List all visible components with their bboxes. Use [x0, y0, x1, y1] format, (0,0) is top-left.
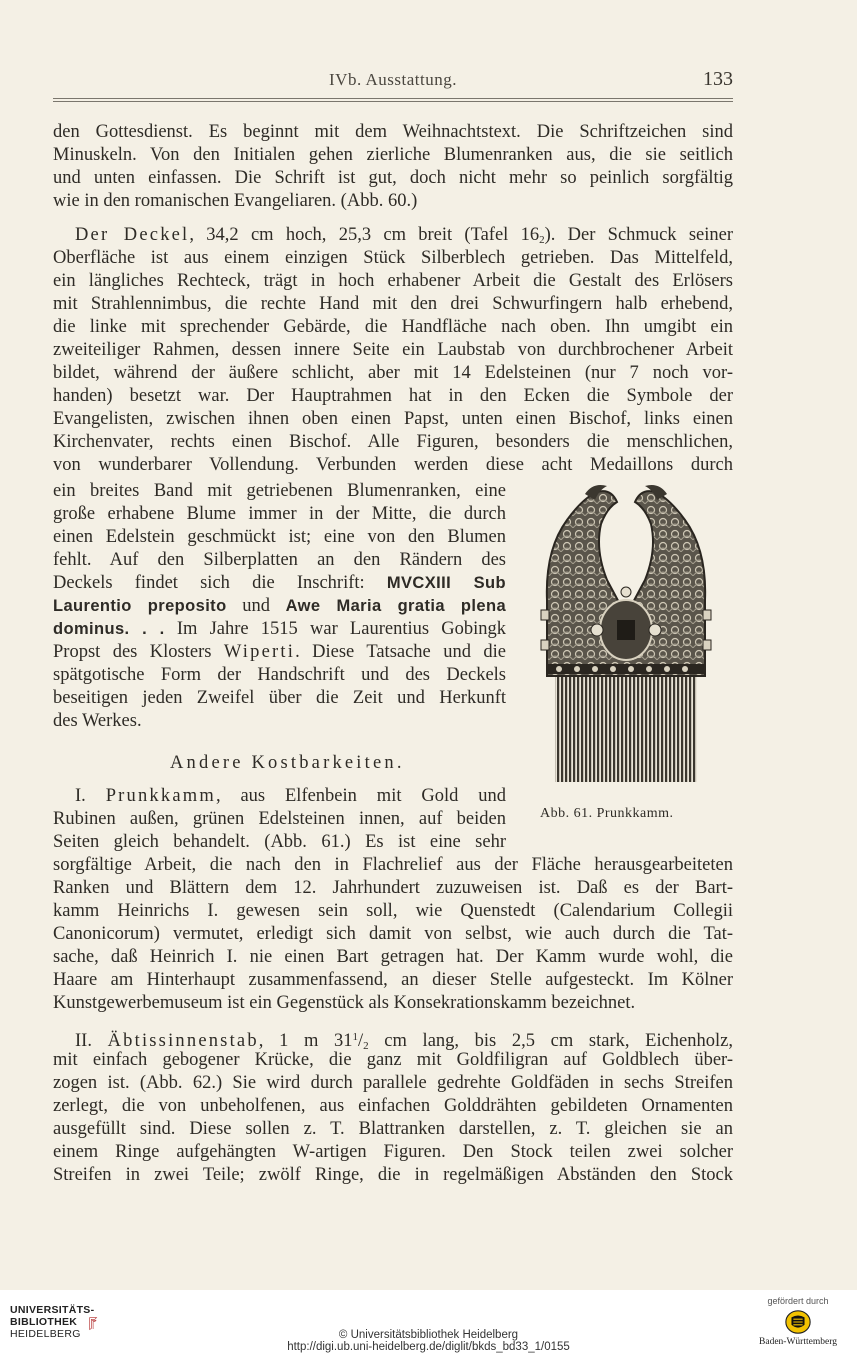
text-span: ). Der Schmuck seiner — [544, 225, 733, 245]
text-line: und unten einfassen. Die Schrift ist gut, doch nicht mehr so peinlich sorgfältig — [53, 168, 733, 188]
text-line: handen) besetzt war. Der Hauptrahmen hat in den Ecken die Symbole der — [53, 386, 733, 406]
text-line: bildet, während der äußere schlicht, aber mit 14 Edelsteinen (nur 7 noch vor- — [53, 363, 733, 383]
text-line — [53, 641, 506, 663]
subscript: 2 — [363, 1040, 369, 1052]
inscription-text: dominus. . . — [53, 620, 165, 638]
inscription-line — [53, 618, 506, 640]
copyright-notice: © Universitätsbibliothek Heidelberg — [338, 1329, 519, 1341]
text-line: zweiteiliger Rahmen, dessen innere Seite ein Laubstab von durchbrochener Arbeit — [53, 340, 733, 360]
text-line: kamm Heinrichs I. gewesen sein soll, wie Quenstedt (Calendarium Collegii — [53, 901, 733, 921]
permalink-url[interactable]: http://digi.ub.uni-heidelberg.de/diglit/bkds_bd33_1/0155 — [287, 1341, 570, 1353]
list-number: I. — [75, 786, 106, 806]
footer-bar — [0, 1290, 857, 1354]
text-span: cm lang, bis 2,5 cm stark, Eichenholz, — [368, 1031, 733, 1051]
text-line: Kunstgewerbemuseum ist ein Gegenstück als Konsekrationskamm bezeichnet. — [53, 993, 636, 1013]
subscript: 2 — [539, 234, 545, 246]
inscription-line — [53, 572, 506, 594]
text-line: fehlt. Auf den Silberplatten an den Rändern des — [53, 550, 506, 570]
text-line: zerlegt, die von unbeholfenen, aus einfachen Golddrähten gebildeten Ornamenten — [53, 1096, 733, 1116]
text-line: die linke mit sprechender Gebärde, die Handfläche nach oben. Ihn umgibt ein — [53, 317, 733, 337]
text-line: Seiten gleich behandelt. (Abb. 61.) Es ist eine sehr — [53, 832, 506, 852]
text-span: Im Jahre 1515 war Laurentius Gobingk — [164, 619, 506, 639]
text-line: sache, daß Heinrich I. nie einen Bart getragen hat. Der Kamm wurde wohl, die — [53, 947, 733, 967]
library-name-line: HEIDELBERG — [10, 1328, 81, 1340]
text-line: Haare am Hinterhaupt zusammenfassend, an dieser Stelle aufgesteckt. Im Kölner — [53, 970, 733, 990]
library-name-line: UNIVERSITÄTS- — [10, 1304, 95, 1316]
text-span: Propst des Klosters — [53, 642, 224, 662]
funding-label: gefördert durch — [767, 1296, 829, 1306]
inscription-text: MVCXIII Sub — [386, 574, 507, 592]
emphasized-term: Wiperti — [223, 642, 296, 662]
state-coat-of-arms-icon — [784, 1308, 812, 1336]
text-line: des Werkes. — [53, 711, 142, 731]
comb-illustration — [537, 480, 715, 790]
running-head — [53, 70, 733, 96]
text-line: mit Strahlennimbus, die rechte Hand mit den drei Schwurfingern halb erhebend, — [53, 294, 733, 314]
header-rule-top — [53, 98, 733, 99]
text-span: , aus Elfenbein mit Gold und — [215, 786, 506, 806]
text-line: von wunderbarer Vollendung. Verbunden werden diese acht Medaillons durch — [53, 455, 733, 475]
paragraph-lead-line — [75, 785, 506, 807]
superscript: 1 — [352, 1031, 359, 1043]
figure-caption: Abb. 61. Prunkkamm. — [540, 806, 674, 821]
text-line: große erhabene Blume immer in der Mitte, die durch — [53, 504, 506, 524]
text-line: spätgotische Form der Handschrift und des Deckels — [53, 665, 506, 685]
inscription-text: Laurentio preposito — [53, 597, 227, 615]
text-line: Oberfläche ist aus einem einzigen Stück Silberblech getrieben. Das Mittelfeld, — [53, 248, 733, 268]
text-line: Ranken und Blättern dem 12. Jahrhundert zuzuweisen ist. Daß es der Bart- — [53, 878, 733, 898]
text-line: Evangelisten, zwischen ihnen oben einen Papst, unten einen Bischof, links einen — [53, 409, 733, 429]
text-line: Canonicorum) vermutet, erledigt sich damit von selbst, wie auch durch die Tat- — [53, 924, 733, 944]
text-span: Deckels findet sich die Inschrift: — [53, 573, 387, 593]
text-line: Streifen in zwei Teile; zwölf Ringe, die in regelmäßigen Abständen den Stock — [53, 1165, 733, 1185]
text-span: . Diese Tatsache und die — [295, 642, 506, 662]
inscription-line — [53, 595, 506, 617]
funder-name: Baden-Württemberg — [759, 1337, 837, 1347]
page-number: 133 — [703, 68, 733, 90]
text-line: einem Ringe aufgehängten W-artigen Figuren. Den Stock teilen zwei solcher — [53, 1142, 733, 1162]
text-line: Kirchenvater, rechts einen Bischof. Alle Figuren, besonders die menschlichen, — [53, 432, 733, 452]
text-line: beseitigen jeden Zweifel über die Zeit und Herkunft — [53, 688, 506, 708]
text-span: und — [226, 596, 286, 616]
header-rule-bottom — [53, 101, 733, 102]
running-title: IVb. Ausstattung. — [329, 70, 457, 89]
section-heading: Andere Kostbarkeiten. — [170, 753, 405, 773]
emphasized-term: Prunkkamm — [105, 786, 216, 806]
emphasized-term: Äbtissinnenstab — [107, 1031, 259, 1051]
text-line: zogen ist. (Abb. 62.) Sie wird durch parallele gedrehte Goldfäden in sechs Streifen — [53, 1073, 733, 1093]
text-line: ausgefüllt sind. Diese sollen z. T. Blattranken darstellen, z. T. gleichen sie an — [53, 1119, 733, 1139]
text-line: Minuskeln. Von den Initialen gehen zierliche Blumenranken aus, die sie seitlich — [53, 145, 733, 165]
list-number: II. — [75, 1031, 108, 1051]
inscription-text: Awe Maria gratia plena — [285, 597, 507, 615]
emphasized-term: Der Deckel — [75, 225, 190, 245]
text-line: einen Edelstein geschmückt ist; eine von den Blumen — [53, 527, 506, 547]
text-line: ein breites Band mit getriebenen Blumenranken, eine — [53, 481, 506, 501]
text-line: mit einfach gebogener Krücke, die ganz mit Goldfiligran auf Goldblech über- — [53, 1050, 733, 1070]
text-span: / — [358, 1031, 364, 1051]
library-name-line: BIBLIOTHEK — [10, 1316, 78, 1328]
text-line: sorgfältige Arbeit, die nach den in Flachrelief aus der Fläche herausgearbeiteten — [53, 855, 733, 875]
text-line: ein längliches Rechteck, trägt in hoch erhabener Arbeit die Gestalt des Erlösers — [53, 271, 733, 291]
text-span: , 1 m 31 — [258, 1031, 353, 1051]
text-span: , 34,2 cm hoch, 25,3 cm breit (Tafel 16 — [189, 225, 540, 245]
text-line: wie in den romanischen Evangeliaren. (Abb. 60.) — [53, 191, 418, 211]
text-line: den Gottesdienst. Es beginnt mit dem Weihnachtstext. Die Schriftzeichen sind — [53, 122, 733, 142]
permalink[interactable] — [0, 1341, 857, 1353]
text-line: Rubinen außen, grünen Edelsteinen innen, auf beiden — [53, 809, 506, 829]
